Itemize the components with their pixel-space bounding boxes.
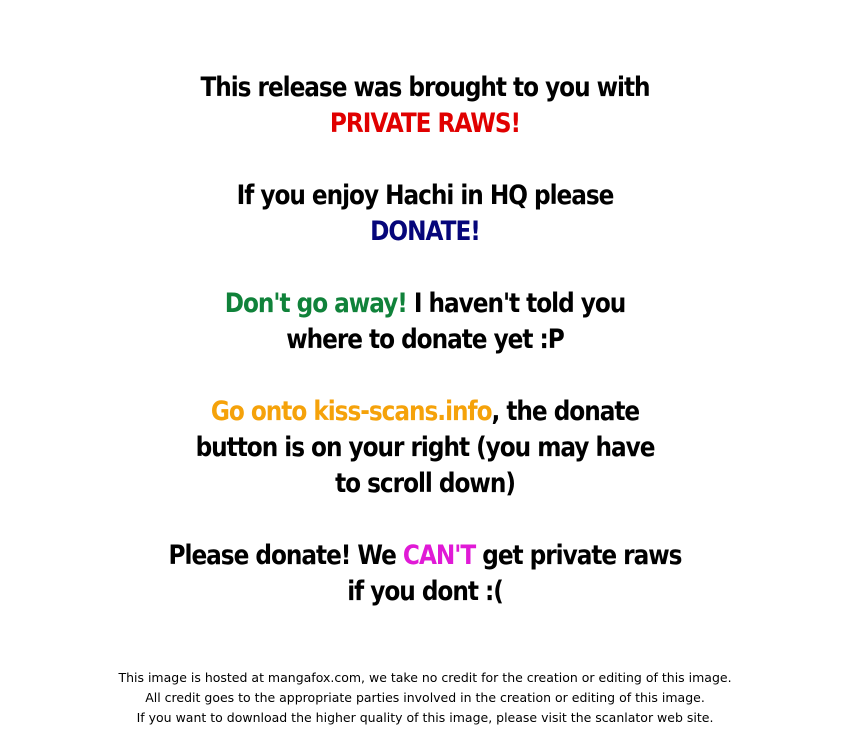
donate-request-block — [60, 178, 791, 250]
where-to-donate-line: where to donate yet :P — [286, 324, 564, 355]
instructions-block — [60, 394, 791, 502]
donate-button-location-line: button is on your right (you may have — [195, 432, 655, 463]
private-raws-label: PRIVATE RAWS! — [329, 108, 521, 139]
scroll-down-line: to scroll down) — [335, 468, 515, 499]
disclaimer-line-2: All credit goes to the appropriate parties involved in the creation or editing of this image. — [145, 690, 705, 705]
if-you-dont-line: if you dont :( — [347, 576, 503, 607]
kiss-scans-highlight: Go onto kiss-scans.info — [210, 396, 492, 427]
kiss-scans-rest: , the donate — [491, 396, 640, 427]
release-credit-block — [60, 70, 791, 142]
donate-label: DONATE! — [370, 216, 480, 247]
please-donate-block — [60, 538, 791, 610]
please-donate-post: get private raws — [475, 540, 682, 571]
disclaimer-line-1: This image is hosted at mangafox.com, we take no credit for the creation or editing of this image. — [118, 670, 732, 685]
please-donate-line — [60, 538, 791, 574]
disclaimer-line-3: If you want to download the higher quality of this image, please visit the scanlator web site. — [136, 710, 714, 725]
please-donate-pre: Please donate! We — [168, 540, 403, 571]
hosting-disclaimer — [0, 668, 850, 728]
donate-request-line: If you enjoy Hachi in HQ please — [236, 180, 614, 211]
dont-go-away-block — [60, 286, 791, 358]
dont-go-away-highlight: Don't go away! — [224, 288, 407, 319]
cant-highlight: CAN'T — [402, 540, 476, 571]
dont-go-away-rest: I haven't told you — [406, 288, 626, 319]
dont-go-away-line — [60, 286, 791, 322]
kiss-scans-line — [60, 394, 791, 430]
release-credit-line: This release was brought to you with — [200, 72, 650, 103]
